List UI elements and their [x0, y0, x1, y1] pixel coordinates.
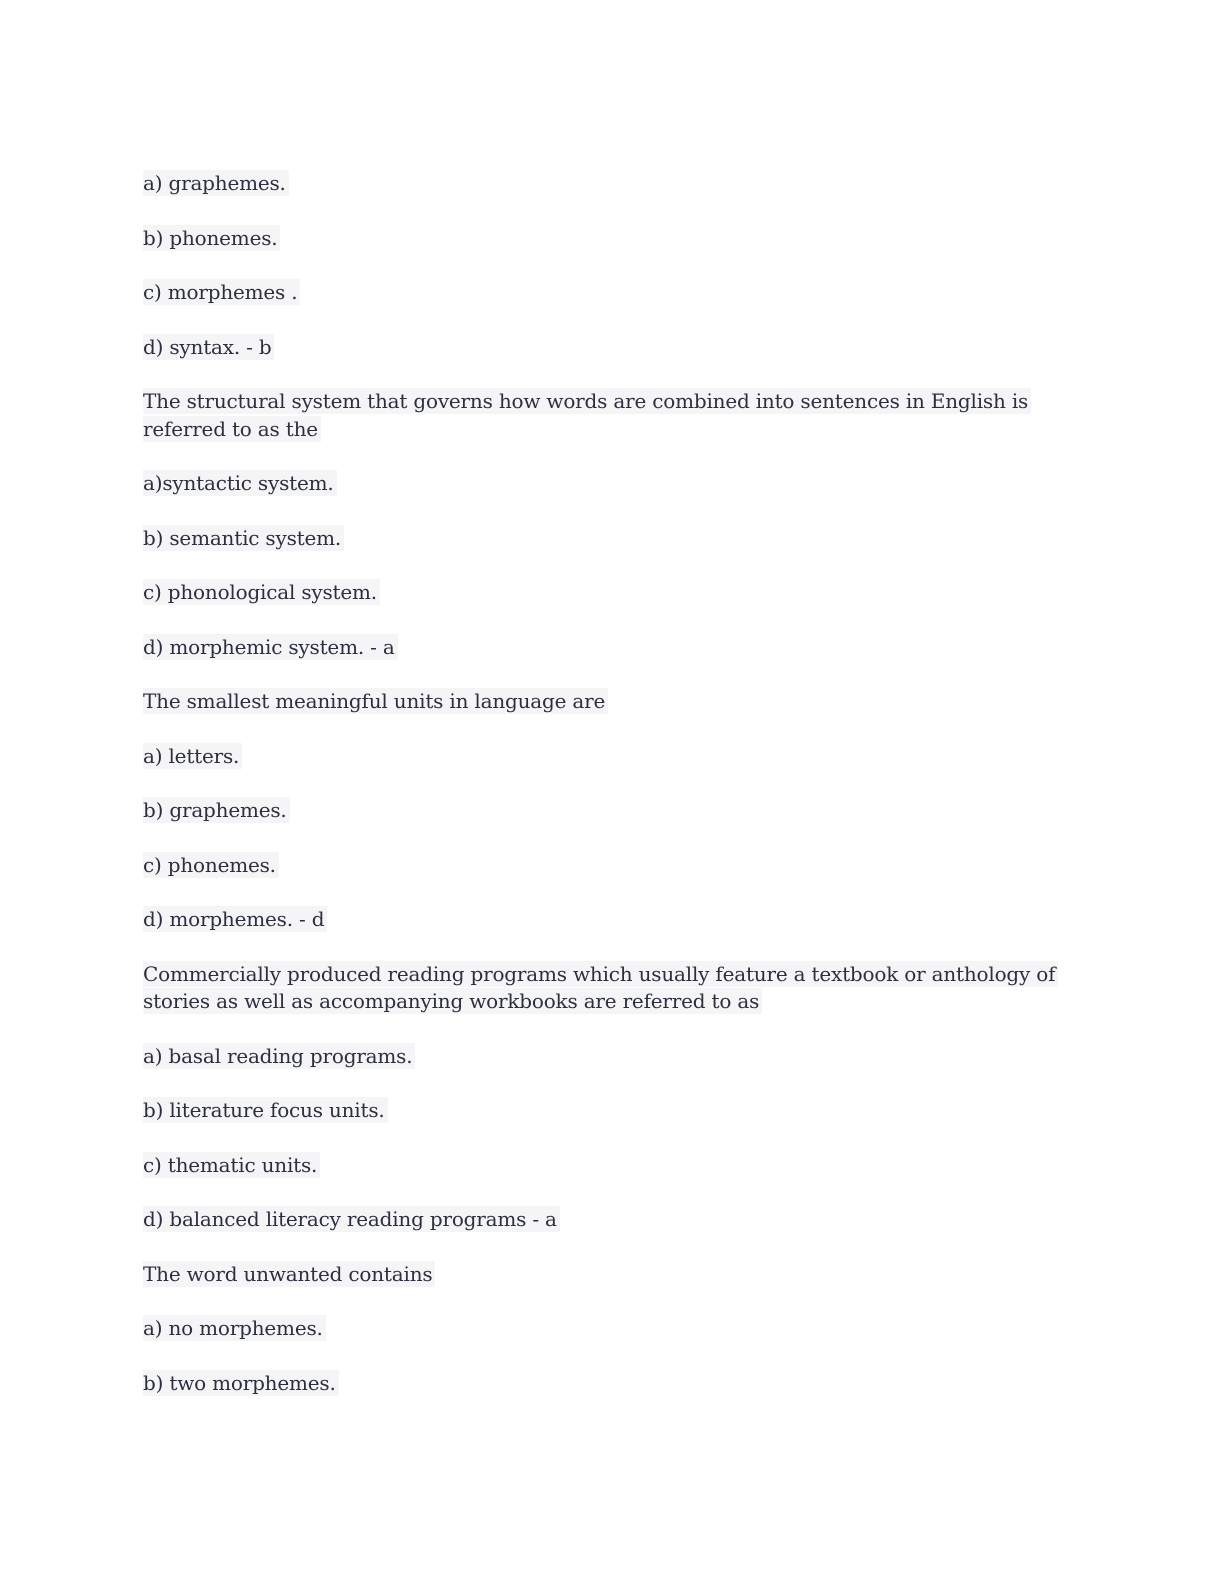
answer-option: d) morphemes. - d	[143, 906, 1083, 934]
answer-option: b) two morphemes.	[143, 1370, 1083, 1398]
question-text: The word unwanted contains	[143, 1261, 1083, 1289]
answer-option: a)syntactic system.	[143, 470, 1083, 498]
answer-option: b) phonemes.	[143, 225, 1083, 253]
answer-option: d) balanced literacy reading programs - a	[143, 1206, 1083, 1234]
answer-option: b) literature focus units.	[143, 1097, 1083, 1125]
answer-option: c) thematic units.	[143, 1152, 1083, 1180]
answer-option: d) morphemic system. - a	[143, 634, 1083, 662]
question-text: The smallest meaningful units in language are	[143, 688, 1083, 716]
question-text: The structural system that governs how words are combined into sentences in English is referred to as the	[143, 388, 1083, 443]
answer-option: d) syntax. - b	[143, 334, 1083, 362]
answer-option: b) graphemes.	[143, 797, 1083, 825]
answer-option: c) phonological system.	[143, 579, 1083, 607]
answer-option: b) semantic system.	[143, 525, 1083, 553]
answer-option: a) basal reading programs.	[143, 1043, 1083, 1071]
answer-option: c) morphemes .	[143, 279, 1083, 307]
answer-option: a) graphemes.	[143, 170, 1083, 198]
answer-option: a) letters.	[143, 743, 1083, 771]
document-page	[143, 170, 1083, 1424]
question-text: Commercially produced reading programs which usually feature a textbook or anthology of stories as well as accompanying workbooks are referred to as	[143, 961, 1083, 1016]
answer-option: a) no morphemes.	[143, 1315, 1083, 1343]
answer-option: c) phonemes.	[143, 852, 1083, 880]
